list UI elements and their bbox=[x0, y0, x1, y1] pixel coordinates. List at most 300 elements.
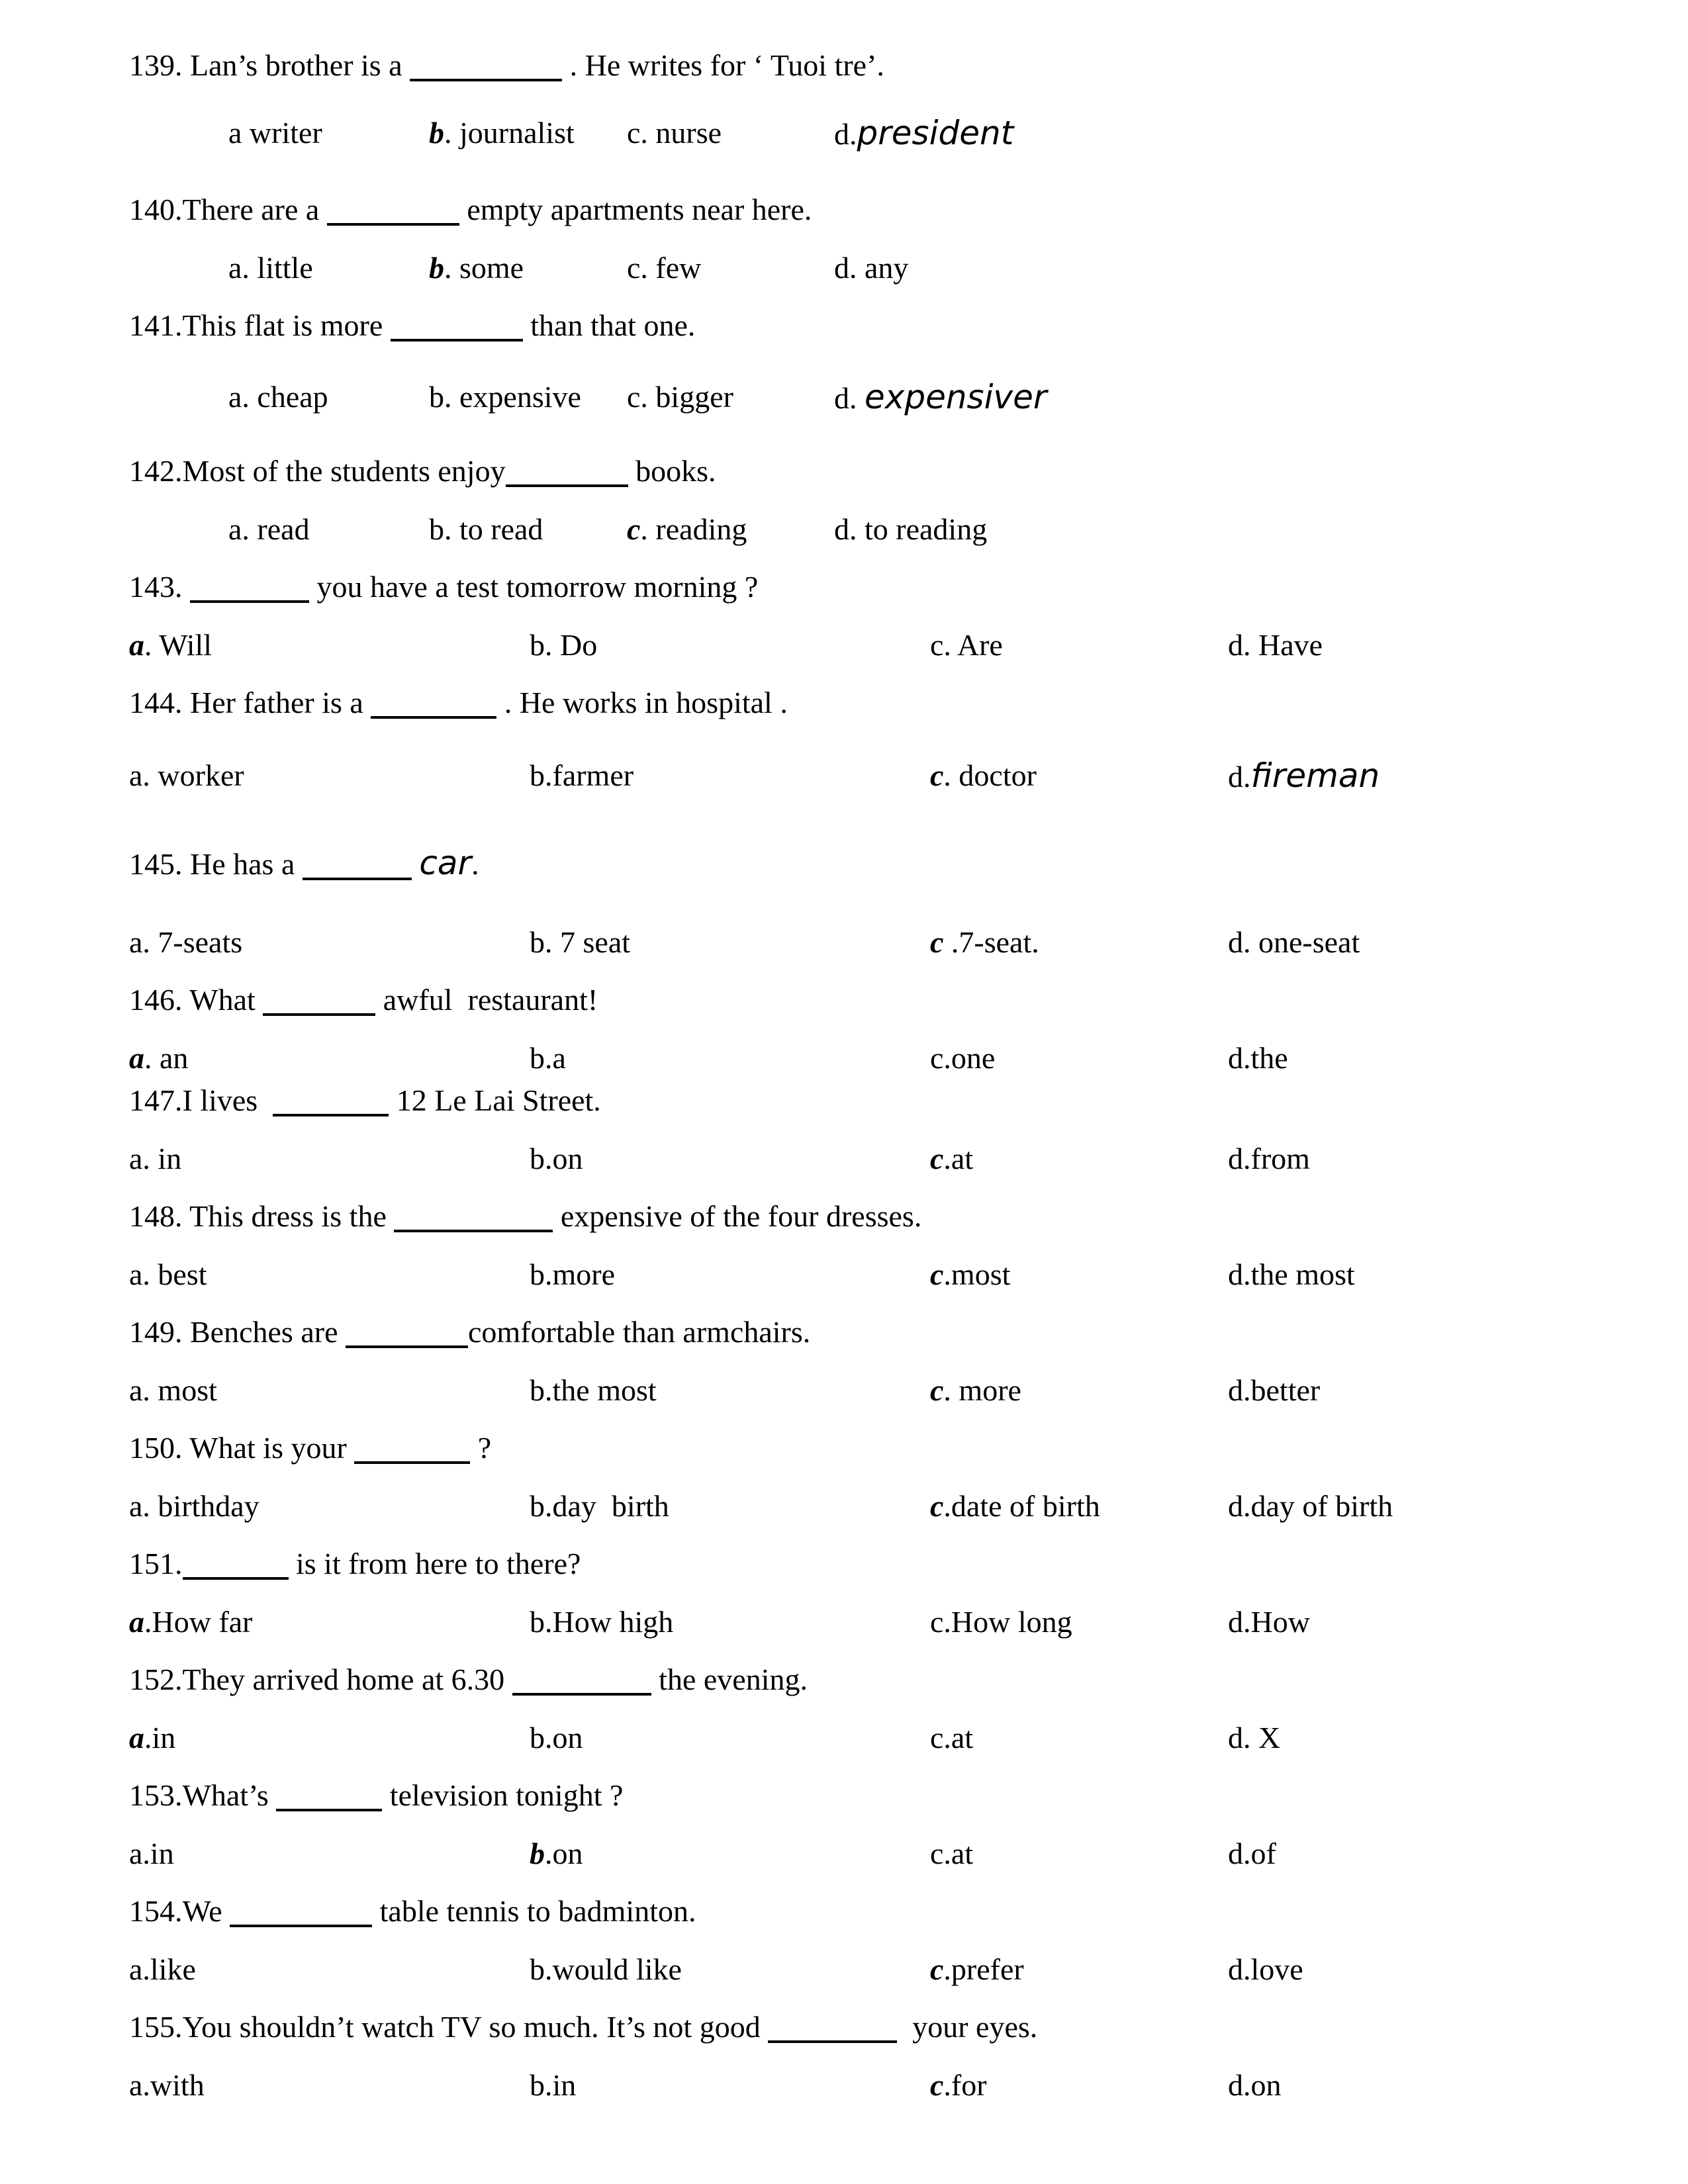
option-text: in bbox=[552, 2068, 577, 2102]
question-stem bbox=[129, 685, 1609, 721]
stem-text: 149. Benches are bbox=[129, 1315, 346, 1349]
options-row bbox=[129, 627, 1609, 663]
option-d bbox=[1228, 758, 1609, 795]
option-separator: . bbox=[943, 1373, 959, 1407]
option-letter: c bbox=[627, 251, 641, 285]
option-a bbox=[228, 250, 429, 286]
option-letter: d bbox=[1228, 1721, 1243, 1754]
question-142 bbox=[129, 453, 1609, 547]
option-d bbox=[1228, 627, 1609, 663]
question-stem bbox=[129, 48, 1609, 83]
option-text: would like bbox=[552, 1952, 682, 1986]
option-text: doctor bbox=[959, 758, 1037, 792]
blank-underline bbox=[354, 1461, 470, 1464]
option-letter: a bbox=[129, 758, 143, 792]
blank-underline bbox=[190, 600, 309, 603]
option-c bbox=[930, 1488, 1228, 1524]
option-letter: b bbox=[530, 628, 545, 662]
stem-text: . bbox=[471, 847, 479, 881]
option-d bbox=[1228, 1257, 1609, 1293]
option-letter: b bbox=[530, 1605, 545, 1639]
stem-text: 150. What is your bbox=[129, 1431, 355, 1465]
stem-text: your eyes. bbox=[897, 2010, 1038, 2044]
option-text: at bbox=[951, 1142, 974, 1175]
option-separator: . bbox=[1243, 1257, 1251, 1291]
option-text: one bbox=[951, 1041, 996, 1075]
option-b bbox=[429, 379, 627, 416]
option-letter: c bbox=[930, 758, 944, 792]
option-text: on bbox=[552, 1142, 583, 1175]
option-separator: . bbox=[144, 1605, 152, 1639]
option-letter: a bbox=[129, 628, 144, 662]
stem-text: 144. Her father is a bbox=[129, 686, 371, 719]
option-separator: . bbox=[444, 380, 459, 414]
option-text: writer bbox=[249, 116, 322, 150]
stem-text: 153.What’s bbox=[129, 1778, 277, 1812]
option-letter: a bbox=[228, 251, 242, 285]
question-155 bbox=[129, 2009, 1609, 2103]
blank-underline bbox=[768, 2040, 897, 2043]
option-text: in bbox=[150, 1837, 174, 1870]
option-separator: . bbox=[640, 251, 656, 285]
blank-underline bbox=[346, 1345, 468, 1348]
option-c bbox=[627, 250, 834, 286]
option-letter: c bbox=[930, 925, 944, 959]
option-text: at bbox=[951, 1721, 974, 1754]
question-153 bbox=[129, 1778, 1609, 1872]
option-text: more bbox=[959, 1373, 1021, 1407]
question-stem bbox=[129, 2009, 1609, 2045]
option-text: 7 seat bbox=[560, 925, 631, 959]
option-a bbox=[129, 1040, 530, 1076]
option-b bbox=[530, 925, 930, 960]
option-text: farmer bbox=[552, 758, 634, 792]
option-c bbox=[930, 925, 1228, 960]
question-140 bbox=[129, 192, 1609, 286]
option-separator: . bbox=[545, 1837, 553, 1870]
option-text: one-seat bbox=[1258, 925, 1360, 959]
option-letter: c bbox=[627, 380, 641, 414]
option-separator: . bbox=[545, 2068, 553, 2102]
options-row bbox=[228, 379, 1609, 416]
options-row bbox=[129, 925, 1609, 960]
question-145 bbox=[129, 845, 1609, 960]
option-separator bbox=[242, 116, 250, 150]
options-row bbox=[228, 115, 1609, 152]
option-d bbox=[1228, 1604, 1609, 1640]
option-letter: a bbox=[129, 1721, 144, 1754]
blank-underline bbox=[327, 223, 459, 226]
option-text: of bbox=[1250, 1837, 1276, 1870]
stem-text bbox=[412, 847, 420, 881]
option-text: bigger bbox=[655, 380, 733, 414]
stem-text: 12 Le Lai Street. bbox=[389, 1083, 601, 1117]
option-separator: . bbox=[1243, 1837, 1251, 1870]
option-separator: . bbox=[242, 512, 258, 546]
options-row bbox=[228, 250, 1609, 286]
options-row bbox=[129, 758, 1609, 795]
option-separator: . bbox=[943, 925, 959, 959]
option-a bbox=[129, 1836, 530, 1872]
question-148 bbox=[129, 1199, 1609, 1293]
stem-text: table tennis to badminton. bbox=[372, 1894, 696, 1928]
option-letter: a bbox=[228, 512, 242, 546]
option-b bbox=[530, 1141, 930, 1177]
stem-text: 151. bbox=[129, 1547, 183, 1580]
stem-text: you have a test tomorrow morning ? bbox=[309, 570, 759, 604]
question-stem bbox=[129, 1314, 1609, 1350]
option-separator: . bbox=[142, 1373, 158, 1407]
stem-text: empty apartments near here. bbox=[459, 193, 812, 226]
option-letter: b bbox=[530, 1837, 545, 1870]
option-b bbox=[530, 2068, 930, 2103]
option-text: little bbox=[257, 251, 313, 285]
option-separator: . bbox=[144, 628, 160, 662]
option-letter: d bbox=[1228, 2068, 1243, 2102]
options-row bbox=[129, 1040, 1609, 1076]
options-row bbox=[129, 2068, 1609, 2103]
option-a bbox=[129, 1952, 530, 1987]
options-row bbox=[129, 1488, 1609, 1524]
option-c bbox=[930, 1373, 1228, 1408]
option-b bbox=[429, 250, 627, 286]
option-text: fireman bbox=[1250, 756, 1380, 795]
option-letter: c bbox=[930, 1721, 944, 1754]
blank-underline bbox=[273, 1114, 389, 1116]
option-d bbox=[1228, 1952, 1609, 1987]
option-b bbox=[530, 1373, 930, 1408]
option-letter: d bbox=[834, 381, 849, 415]
option-separator: . bbox=[1243, 1489, 1251, 1523]
option-a bbox=[129, 1373, 530, 1408]
stem-text: 142.Most of the students enjoy bbox=[129, 454, 506, 488]
options-row bbox=[228, 512, 1609, 547]
option-letter: b bbox=[429, 251, 444, 285]
option-separator: . bbox=[142, 925, 158, 959]
question-139 bbox=[129, 48, 1609, 152]
option-letter: d bbox=[1228, 1605, 1243, 1639]
option-letter: b bbox=[530, 1373, 545, 1407]
option-letter: a bbox=[129, 1257, 143, 1291]
option-d bbox=[1228, 1488, 1609, 1524]
option-text: Do bbox=[560, 628, 598, 662]
option-letter: b bbox=[429, 512, 444, 546]
option-letter: c bbox=[930, 1605, 944, 1639]
option-text: How long bbox=[951, 1605, 1072, 1639]
option-separator: . bbox=[943, 1489, 951, 1523]
option-separator: . bbox=[242, 380, 258, 414]
option-d bbox=[1228, 1836, 1609, 1872]
option-letter: a bbox=[129, 1373, 143, 1407]
option-letter: c bbox=[930, 1373, 944, 1407]
option-separator: . bbox=[142, 1489, 158, 1523]
question-146 bbox=[129, 982, 1609, 1076]
stem-text: than that one. bbox=[522, 308, 696, 342]
option-letter: a bbox=[129, 1837, 143, 1870]
option-b bbox=[530, 1604, 930, 1640]
option-text: read bbox=[257, 512, 310, 546]
option-letter: d bbox=[834, 251, 849, 285]
option-separator: . bbox=[142, 758, 158, 792]
blank-underline bbox=[506, 484, 628, 487]
option-letter: d bbox=[1228, 1041, 1243, 1075]
option-letter: a bbox=[129, 2068, 143, 2102]
option-letter: d bbox=[834, 512, 849, 546]
option-letter: b bbox=[530, 1142, 545, 1175]
option-d bbox=[1228, 1720, 1609, 1756]
option-separator: . bbox=[142, 1837, 150, 1870]
stem-text: ? bbox=[470, 1431, 492, 1465]
option-separator: . bbox=[545, 628, 560, 662]
question-144 bbox=[129, 685, 1609, 795]
stem-text: 152.They arrived home at 6.30 bbox=[129, 1662, 512, 1696]
question-151 bbox=[129, 1546, 1609, 1640]
question-stem bbox=[129, 982, 1609, 1018]
option-d bbox=[1228, 1040, 1609, 1076]
option-letter: b bbox=[530, 1952, 545, 1986]
option-text: the most bbox=[552, 1373, 657, 1407]
option-d bbox=[834, 250, 1609, 286]
stem-text: 148. This dress is the bbox=[129, 1199, 395, 1233]
option-letter: d bbox=[1228, 1142, 1243, 1175]
option-letter: a bbox=[129, 1142, 143, 1175]
option-separator: . bbox=[943, 758, 959, 792]
option-letter: b bbox=[530, 925, 545, 959]
option-separator: . bbox=[1243, 760, 1251, 794]
option-text: with bbox=[150, 2068, 205, 2102]
option-separator: . bbox=[545, 1142, 553, 1175]
option-letter: c bbox=[930, 1489, 944, 1523]
option-a bbox=[129, 1604, 530, 1640]
option-b bbox=[530, 1836, 930, 1872]
option-d bbox=[1228, 2068, 1609, 2103]
option-separator: . bbox=[849, 251, 865, 285]
stem-text: . He works in hospital . bbox=[496, 686, 788, 719]
blank-underline bbox=[410, 79, 562, 81]
option-separator: . bbox=[142, 2068, 150, 2102]
option-text: nurse bbox=[655, 116, 722, 150]
option-c bbox=[930, 1720, 1228, 1756]
blank-underline bbox=[391, 339, 523, 341]
option-text: Have bbox=[1258, 628, 1323, 662]
option-letter: b bbox=[530, 1721, 545, 1754]
question-stem bbox=[129, 1893, 1609, 1929]
option-letter: c bbox=[627, 512, 641, 546]
option-a bbox=[129, 1257, 530, 1293]
option-a bbox=[129, 925, 530, 960]
option-letter: b bbox=[429, 380, 444, 414]
options-row bbox=[129, 1720, 1609, 1756]
option-separator: . bbox=[1243, 1721, 1258, 1754]
stem-text: television tonight ? bbox=[382, 1778, 624, 1812]
option-b bbox=[429, 512, 627, 547]
option-separator: . bbox=[1243, 1041, 1251, 1075]
stem-text: expensive of the four dresses. bbox=[553, 1199, 922, 1233]
option-c bbox=[930, 1257, 1228, 1293]
option-separator: . bbox=[545, 1041, 553, 1075]
question-154 bbox=[129, 1893, 1609, 1987]
option-separator: . bbox=[444, 512, 459, 546]
stem-text: . He writes for ‘ Tuoi tre’. bbox=[562, 48, 884, 82]
option-text: day birth bbox=[552, 1489, 669, 1523]
options-row bbox=[129, 1836, 1609, 1872]
option-text: expensiver bbox=[865, 378, 1047, 416]
option-separator: . bbox=[1243, 1605, 1251, 1639]
option-text: like bbox=[150, 1952, 196, 1986]
stem-text: books. bbox=[628, 454, 716, 488]
option-text: in bbox=[158, 1142, 182, 1175]
option-separator: . bbox=[545, 758, 553, 792]
option-c bbox=[930, 1040, 1228, 1076]
option-d bbox=[834, 115, 1609, 152]
option-text: some bbox=[459, 251, 524, 285]
option-letter: c bbox=[930, 628, 944, 662]
option-separator: . bbox=[144, 1721, 152, 1754]
option-separator: . bbox=[142, 1257, 158, 1291]
option-separator: . bbox=[1243, 1142, 1251, 1175]
option-separator: . bbox=[545, 1952, 553, 1986]
option-separator: . bbox=[943, 1257, 951, 1291]
option-text: more bbox=[552, 1257, 616, 1291]
option-c bbox=[930, 758, 1228, 795]
option-text: 7-seats bbox=[158, 925, 243, 959]
option-a bbox=[129, 627, 530, 663]
option-d bbox=[1228, 1141, 1609, 1177]
option-letter: d bbox=[1228, 1837, 1243, 1870]
stem-text: 141.This flat is more bbox=[129, 308, 391, 342]
option-separator: . bbox=[943, 628, 957, 662]
option-text: best bbox=[158, 1257, 207, 1291]
option-text: the most bbox=[1250, 1257, 1355, 1291]
option-text: birthday bbox=[158, 1489, 259, 1523]
option-letter: d bbox=[1228, 1257, 1243, 1291]
option-b bbox=[530, 1257, 930, 1293]
stem-text: the evening. bbox=[651, 1662, 808, 1696]
option-separator: . bbox=[144, 1041, 160, 1075]
option-text: 7-seat. bbox=[959, 925, 1039, 959]
stem-text: 155.You shouldn’t watch TV so much. It’s not good bbox=[129, 2010, 769, 2044]
option-separator: . bbox=[943, 1721, 951, 1754]
option-a bbox=[228, 512, 429, 547]
stem-handwritten-text: car bbox=[419, 844, 472, 882]
blank-underline bbox=[371, 716, 496, 719]
option-letter: d bbox=[834, 117, 849, 151]
option-text: from bbox=[1250, 1142, 1310, 1175]
option-letter: a bbox=[228, 116, 242, 150]
stem-text: 139. Lan’s brother is a bbox=[129, 48, 410, 82]
option-text: at bbox=[951, 1837, 974, 1870]
blank-underline bbox=[263, 1013, 375, 1016]
question-stem bbox=[129, 1778, 1609, 1813]
option-separator: . bbox=[444, 116, 459, 150]
option-text: prefer bbox=[951, 1952, 1024, 1986]
stem-text: 147.I lives bbox=[129, 1083, 273, 1117]
option-text: cheap bbox=[257, 380, 328, 414]
question-149 bbox=[129, 1314, 1609, 1408]
option-text: better bbox=[1250, 1373, 1321, 1407]
option-letter: b bbox=[530, 1041, 545, 1075]
option-separator: . bbox=[545, 1373, 553, 1407]
blank-underline bbox=[394, 1230, 553, 1232]
option-text: journalist bbox=[459, 116, 575, 150]
question-150 bbox=[129, 1430, 1609, 1524]
options-row bbox=[129, 1952, 1609, 1987]
option-c bbox=[627, 379, 834, 416]
option-letter: a bbox=[129, 925, 143, 959]
option-separator: . bbox=[640, 380, 656, 414]
option-c bbox=[627, 115, 834, 152]
option-d bbox=[1228, 925, 1609, 960]
option-separator: . bbox=[545, 1721, 553, 1754]
option-a bbox=[129, 1488, 530, 1524]
option-a bbox=[129, 1141, 530, 1177]
option-c bbox=[930, 1141, 1228, 1177]
option-letter: a bbox=[129, 1952, 143, 1986]
option-letter: b bbox=[530, 1489, 545, 1523]
option-a bbox=[129, 2068, 530, 2103]
option-text: few bbox=[655, 251, 702, 285]
option-text: to reading bbox=[865, 512, 988, 546]
option-text: on bbox=[1250, 2068, 1282, 2102]
question-141 bbox=[129, 308, 1609, 416]
blank-underline bbox=[512, 1693, 651, 1696]
option-b bbox=[530, 758, 930, 795]
option-letter: b bbox=[429, 116, 444, 150]
blank-underline bbox=[183, 1577, 289, 1580]
option-a bbox=[228, 379, 429, 416]
question-stem bbox=[129, 1199, 1609, 1234]
question-152 bbox=[129, 1662, 1609, 1756]
options-row bbox=[129, 1141, 1609, 1177]
stem-text: 140.There are a bbox=[129, 193, 327, 226]
option-c bbox=[930, 1604, 1228, 1640]
option-text: an bbox=[160, 1041, 189, 1075]
option-letter: d bbox=[1228, 1373, 1243, 1407]
option-separator: . bbox=[943, 1041, 951, 1075]
option-text: worker bbox=[158, 758, 244, 792]
blank-underline bbox=[303, 878, 412, 880]
option-letter: d bbox=[1228, 760, 1243, 794]
option-letter: a bbox=[129, 1605, 144, 1639]
option-text: on bbox=[552, 1837, 583, 1870]
stem-text: 146. What bbox=[129, 983, 263, 1017]
option-text: How high bbox=[552, 1605, 674, 1639]
option-separator: . bbox=[1243, 628, 1258, 662]
options-row bbox=[129, 1604, 1609, 1640]
stem-text: is it from here to there? bbox=[288, 1547, 581, 1580]
question-147 bbox=[129, 1083, 1609, 1177]
option-letter: d bbox=[1228, 925, 1243, 959]
option-b bbox=[530, 1040, 930, 1076]
question-stem bbox=[129, 1430, 1609, 1466]
option-letter: c bbox=[627, 116, 641, 150]
question-stem bbox=[129, 1083, 1609, 1118]
option-letter: c bbox=[930, 1837, 944, 1870]
stem-text: awful restaurant! bbox=[375, 983, 598, 1017]
option-separator: . bbox=[849, 117, 857, 151]
option-a bbox=[129, 1720, 530, 1756]
option-a bbox=[228, 115, 429, 152]
option-separator: . bbox=[1243, 1952, 1251, 1986]
option-separator: . bbox=[943, 1605, 951, 1639]
option-b bbox=[530, 1488, 930, 1524]
option-separator: . bbox=[444, 251, 459, 285]
option-letter: c bbox=[930, 1041, 944, 1075]
question-stem bbox=[129, 1546, 1609, 1582]
option-c bbox=[627, 512, 834, 547]
option-text: reading bbox=[655, 512, 747, 546]
option-letter: c bbox=[930, 1257, 944, 1291]
